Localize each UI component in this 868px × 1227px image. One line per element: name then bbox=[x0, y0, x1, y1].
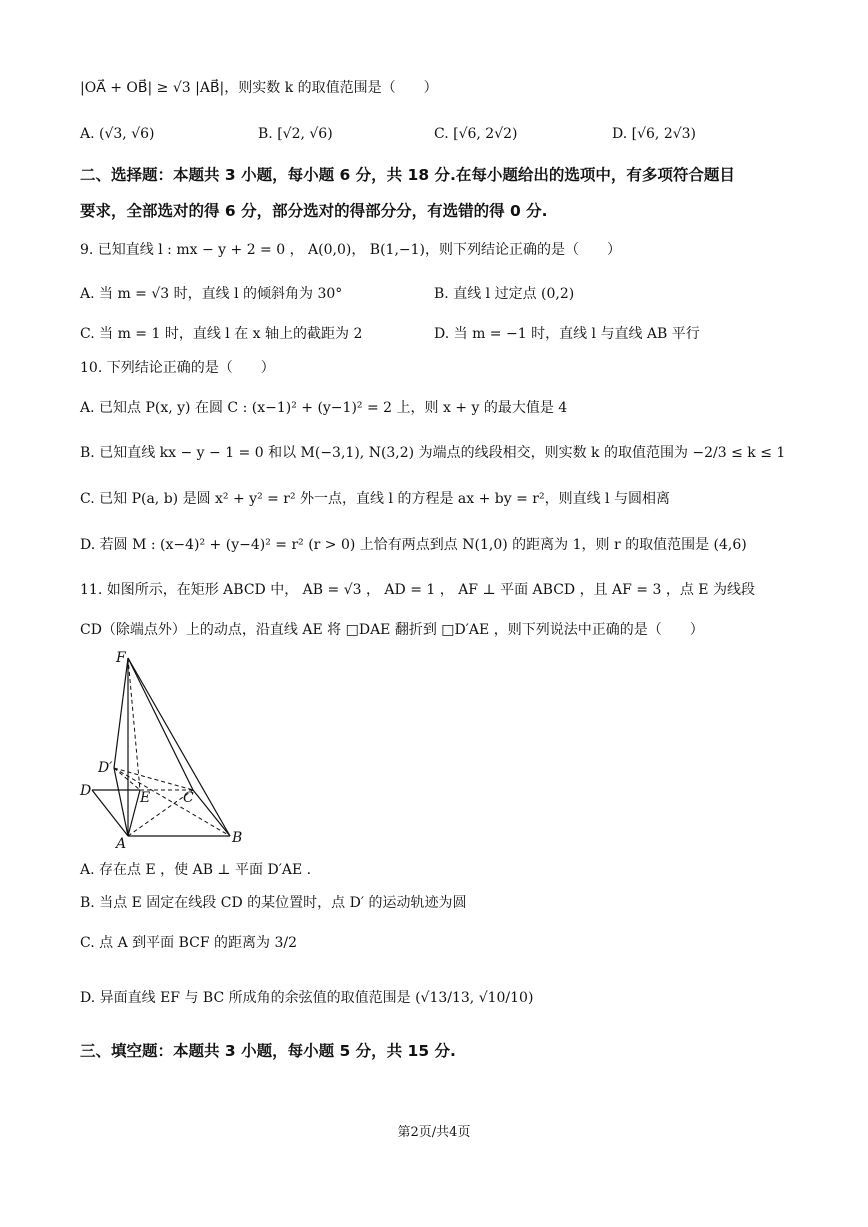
q11-stem-line1: 11. 如图所示，在矩形 ABCD 中， AB = √3 ， AD = 1 ， AF ⊥ 平面 ABCD ，且 AF = 3 ，点 E 为线段 bbox=[80, 582, 755, 598]
q11-stem-line2: CD（除端点外）上的动点，沿直线 AE 将 □DAE 翻折到 □D′AE ，则下列说法中正确的是（ ） bbox=[80, 622, 704, 638]
label-d: D bbox=[80, 783, 92, 799]
label-a: A bbox=[116, 836, 127, 850]
q9-stem: 9. 已知直线 l : mx − y + 2 = 0 ， A(0,0)， B(1,−1)，则下列结论正确的是（ ） bbox=[80, 242, 621, 258]
q10-option-c: C. 已知 P(a, b) 是圆 x² + y² = r² 外一点，直线 l 的方程是 ax + by = r²，则直线 l 与圆相离 bbox=[80, 491, 670, 507]
geometry-figure bbox=[78, 640, 268, 850]
label-d-prime: D′ bbox=[98, 760, 113, 776]
edge-cb bbox=[193, 790, 230, 836]
figure-solid-edges bbox=[92, 658, 230, 836]
page-footer: 第2页/共4页 bbox=[397, 1125, 471, 1140]
label-f: F bbox=[116, 650, 126, 666]
q9-option-d: D. 当 m = −1 时，直线 l 与直线 AB 平行 bbox=[434, 326, 700, 342]
label-b: B bbox=[232, 830, 243, 846]
q9-option-b: B. 直线 l 过定点 (0,2) bbox=[434, 286, 575, 302]
q8-option-b: B. [√2, √6) bbox=[258, 126, 333, 142]
label-e: E bbox=[140, 790, 151, 806]
section2-heading-line1: 二、选择题：本题共 3 小题，每小题 6 分，共 18 分.在每小题给出的选项中，有多项符合题目 bbox=[80, 166, 735, 184]
q10-option-b: B. 已知直线 kx − y − 1 = 0 和以 M(−3,1), N(3,2) 为端点的线段相交，则实数 k 的取值范围为 −2/3 ≤ k ≤ 1 bbox=[80, 445, 786, 461]
edge-da bbox=[92, 790, 128, 836]
q11-option-c: C. 点 A 到平面 BCF 的距离为 3/2 bbox=[80, 935, 297, 951]
edge-dpb-dashed bbox=[114, 768, 230, 836]
q10-stem: 10. 下列结论正确的是（ ） bbox=[80, 360, 275, 376]
q11-option-d: D. 异面直线 EF 与 BC 所成角的余弦值的取值范围是 (√13/13, √10/10) bbox=[80, 990, 534, 1006]
q8-option-c: C. [√6, 2√2) bbox=[434, 126, 518, 142]
edge-dpc-dashed bbox=[114, 768, 193, 790]
q9-option-a: A. 当 m = √3 时，直线 l 的倾斜角为 30° bbox=[80, 286, 343, 302]
q11-option-a: A. 存在点 E ，使 AB ⊥ 平面 D′AE . bbox=[80, 862, 312, 878]
q8-option-d: D. [√6, 2√3) bbox=[612, 126, 697, 142]
q9-option-c: C. 当 m = 1 时，直线 l 在 x 轴上的截距为 2 bbox=[80, 326, 363, 342]
edge-fb bbox=[128, 658, 230, 836]
q10-option-d: D. 若圆 M : (x−4)² + (y−4)² = r² (r > 0) 上恰有两点到点 N(1,0) 的距离为 1，则 r 的取值范围是 (4,6) bbox=[80, 537, 747, 553]
label-c: C bbox=[183, 790, 194, 806]
edge-ea bbox=[128, 790, 140, 836]
q10-option-a: A. 已知点 P(x, y) 在圆 C : (x−1)² + (y−1)² = 2 上，则 x + y 的最大值是 4 bbox=[80, 400, 568, 416]
q11-option-b: B. 当点 E 固定在线段 CD 的某位置时，点 D′ 的运动轨迹为圆 bbox=[80, 895, 467, 911]
section3-heading: 三、填空题：本题共 3 小题，每小题 5 分，共 15 分. bbox=[80, 1042, 456, 1060]
q8-option-a: A. (√3, √6) bbox=[80, 126, 155, 142]
q8-stem-tail: |OA⃗ + OB⃗| ≥ √3 |AB⃗|，则实数 k 的取值范围是（ ） bbox=[80, 80, 438, 96]
edge-fdp bbox=[114, 658, 128, 768]
section2-heading-line2: 要求，全部选对的得 6 分，部分选对的得部分分，有选错的得 0 分. bbox=[80, 202, 548, 220]
